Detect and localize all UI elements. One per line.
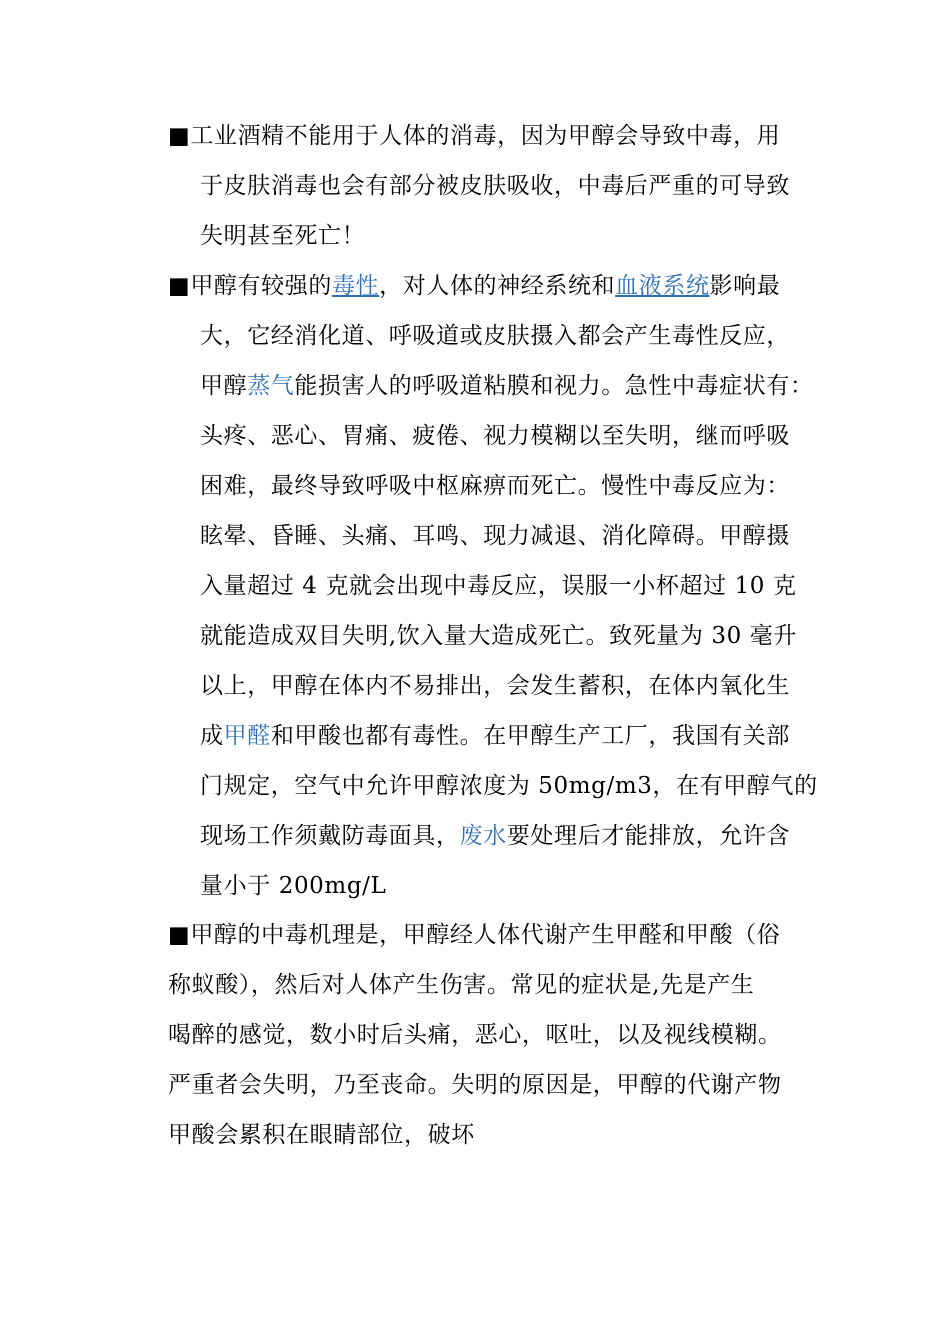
text-run: ，对人体的神经系统和 (379, 273, 616, 299)
hyperlink[interactable]: 血液系统 (615, 273, 710, 299)
text-line (200, 771, 818, 801)
text-run: 困难，最终导致呼吸中枢麻痹而死亡。慢性中毒反应为： (200, 473, 790, 499)
text-run: 以上，甲醇在体内不易排出，会发生蓄积，在体内氧化生 (200, 673, 790, 699)
hyperlink[interactable]: 废水 (459, 823, 507, 849)
text-run: 头疼、恶心、胃痛、疲倦、视力模糊以至失明，继而呼吸 (200, 423, 790, 449)
text-line (168, 1070, 782, 1100)
hyperlink[interactable]: 甲醛 (223, 723, 271, 749)
text-line (200, 221, 365, 251)
text-run: ■甲醇有较强的 (168, 273, 332, 299)
text-line (200, 821, 790, 851)
text-line (200, 521, 790, 551)
text-line (168, 970, 754, 1000)
text-line (200, 421, 790, 451)
text-line (168, 121, 780, 151)
text-run: 入量超过 4 克就会出现中毒反应，误服一小杯超过 10 克 (200, 573, 797, 599)
text-line (200, 721, 790, 751)
text-line (168, 1120, 475, 1150)
text-line (200, 321, 790, 351)
text-line (168, 1020, 782, 1050)
text-run: 成 (200, 723, 224, 749)
text-run: 要处理后才能排放，允许含 (506, 823, 791, 849)
text-run: 量小于 200mg/L (200, 873, 387, 899)
text-run: 就能造成双目失明,饮入量大造成死亡。致死量为 30 毫升 (200, 623, 797, 649)
text-run: 甲醇 (200, 373, 248, 399)
text-run: 大，它经消化道、呼吸道或皮肤摄入都会产生毒性反应， (200, 323, 790, 349)
text-run: 眩晕、昏睡、头痛、耳鸣、现力减退、消化障碍。甲醇摄 (200, 523, 790, 549)
text-run: 能损害人的呼吸道粘膜和视力。急性中毒症状有： (294, 373, 814, 399)
text-run: 失明甚至死亡！ (200, 223, 366, 249)
text-line (200, 621, 797, 651)
text-line (200, 171, 790, 201)
text-run: 影响最 (709, 273, 781, 299)
text-line (200, 571, 797, 601)
text-run: 严重者会失明，乃至丧命。失明的原因是，甲醇的代谢产物 (168, 1072, 782, 1098)
hyperlink[interactable]: 蒸气 (247, 373, 295, 399)
text-run: ■工业酒精不能用于人体的消毒，因为甲醇会导致中毒，用 (168, 123, 781, 149)
text-run: ■甲醇的中毒机理是，甲醇经人体代谢产生甲醛和甲酸（俗 (168, 922, 781, 948)
text-run: 和甲酸也都有毒性。在甲醇生产工厂，我国有关部 (270, 723, 791, 749)
text-run: 现场工作须戴防毒面具， (200, 823, 460, 849)
hyperlink[interactable]: 毒性 (331, 273, 380, 299)
text-line (168, 271, 780, 301)
text-run: 门规定，空气中允许甲醇浓度为 50mg/m3，在有甲醇气的 (200, 773, 818, 799)
text-run: 甲酸会累积在眼睛部位，破坏 (168, 1122, 475, 1148)
text-line (168, 920, 780, 950)
text-run: 称蚁酸），然后对人体产生伤害。常见的症状是,先是产生 (168, 972, 755, 998)
text-run: 喝醉的感觉，数小时后头痛，恶心，呕吐，以及视线模糊。 (168, 1022, 782, 1048)
text-run: 于皮肤消毒也会有部分被皮肤吸收，中毒后严重的可导致 (200, 173, 790, 199)
text-line (200, 671, 790, 701)
text-line (200, 371, 814, 401)
text-line (200, 871, 386, 901)
text-line (200, 471, 790, 501)
